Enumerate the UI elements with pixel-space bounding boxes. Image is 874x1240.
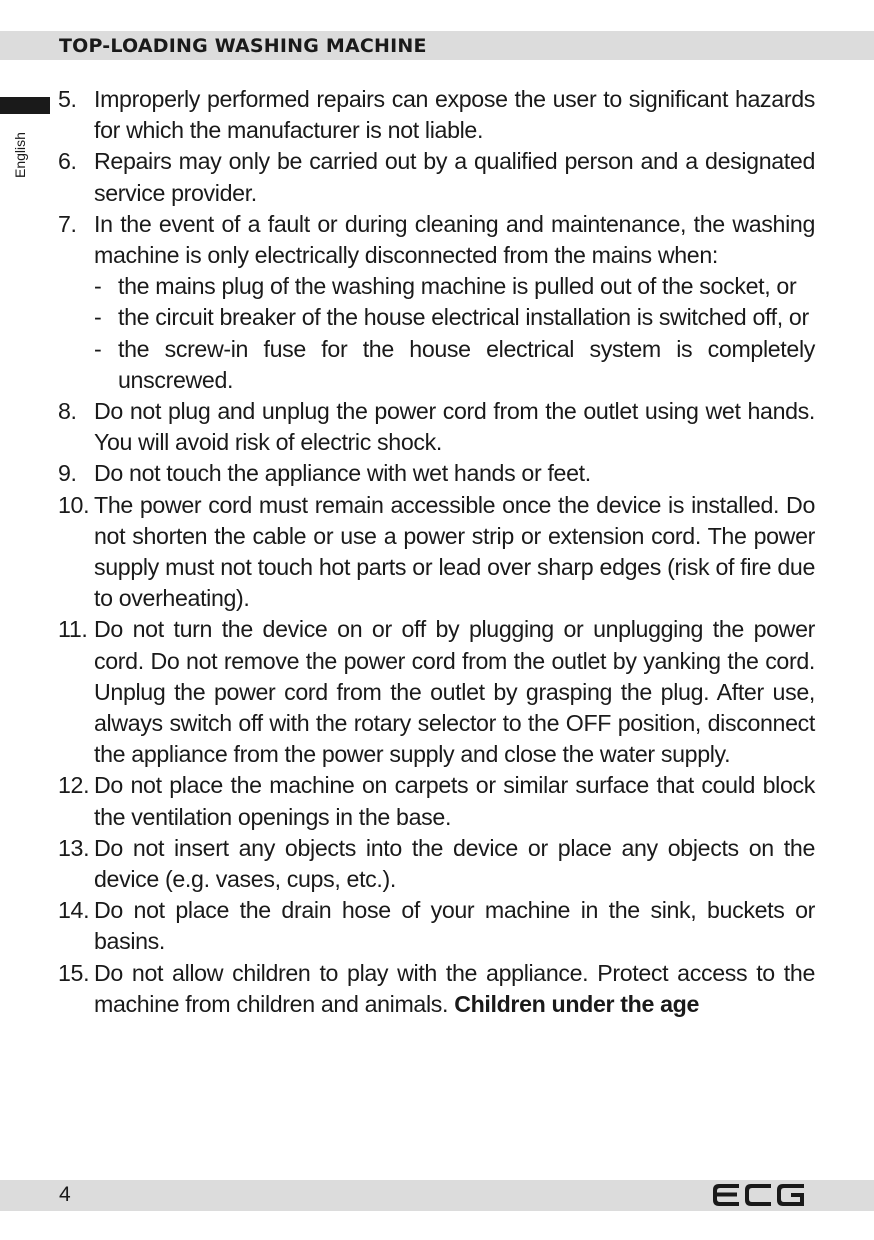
- list-item: [58, 614, 815, 770]
- list-item: [58, 209, 815, 271]
- language-tab-marker: [0, 97, 50, 114]
- item-text: Do not insert any objects into the device or place any objects on the device (e.g. vases, cups, etc.).: [94, 834, 815, 893]
- dash-bullet: -: [94, 273, 102, 300]
- item-text: In the event of a fault or during cleaning and maintenance, the washing machine is only electrically disconnected from the mains when:: [94, 210, 815, 269]
- item-number: 12.: [58, 772, 90, 799]
- list-item: [58, 490, 815, 615]
- list-item: [58, 895, 815, 957]
- item-number: 14.: [58, 897, 90, 924]
- list-item: [58, 770, 815, 832]
- item-text: Do not allow children to play with the appliance. Protect access to the machine from children and animals.: [94, 959, 815, 1017]
- item-number: 6.: [58, 148, 77, 175]
- item-text: Improperly performed repairs can expose the user to significant hazards for which the manufacturer is not liable.: [94, 86, 815, 144]
- item-number: 5.: [58, 86, 77, 112]
- footer-bar: [0, 1180, 874, 1211]
- item-text: Do not turn the device on or off by plugging or unplugging the power cord. Do not remove the power cord from the outlet by yanking the cord. Unplug the power cord from the outlet by grasping the plug. After use, always switch off with the rotary selector to the OFF position, disconnect the appliance from the power supply and close the water supply.: [94, 616, 815, 768]
- list-item: [58, 146, 815, 208]
- item-number: 15.: [58, 959, 90, 986]
- item-number: 11.: [58, 616, 88, 643]
- page-number: 4: [59, 1183, 71, 1206]
- dash-bullet: -: [94, 335, 102, 362]
- list-item: [58, 458, 815, 489]
- header-bar: [0, 31, 874, 60]
- instructions-list: [58, 84, 815, 1020]
- sub-list-item: [94, 271, 815, 302]
- list-item: [58, 833, 815, 895]
- item-text-wrap: [94, 958, 815, 1020]
- ecg-logo: [713, 1184, 805, 1206]
- item-text: The power cord must remain accessible once the device is installed. Do not shorten the cable or use a power strip or extension cord. The power supply must not touch hot parts or lead over sharp edges (risk of fire due to overheating).: [94, 491, 815, 612]
- sub-item-text: the screw-in fuse for the house electrical system is completely unscrewed.: [118, 335, 815, 393]
- item-text-bold: Children under the age: [454, 990, 700, 1017]
- item-number: 9.: [58, 460, 77, 487]
- list-item: [58, 84, 815, 146]
- item-text: Do not plug and unplug the power cord from the outlet using wet hands. You will avoid risk of electric shock.: [94, 398, 815, 456]
- item-number: 8.: [58, 398, 77, 425]
- language-label: English: [12, 132, 28, 178]
- item-text: Do not place the machine on carpets or similar surface that could block the ventilation openings in the base.: [94, 772, 815, 830]
- item-text: Do not place the drain hose of your machine in the sink, buckets or basins.: [94, 897, 815, 955]
- dash-bullet: -: [94, 304, 102, 331]
- sub-list-item: [94, 334, 815, 396]
- list-item: [58, 396, 815, 458]
- sub-item-text: the circuit breaker of the house electrical installation is switched off, or: [118, 304, 809, 331]
- item-number: 13.: [58, 834, 90, 861]
- item-number: 7.: [58, 210, 77, 237]
- item-text: Do not touch the appliance with wet hands or feet.: [94, 460, 591, 487]
- list-item: [58, 958, 815, 1020]
- sub-item-text: the mains plug of the washing machine is pulled out of the socket, or: [118, 273, 797, 300]
- page-title: TOP-LOADING WASHING MACHINE: [59, 35, 427, 57]
- item-text: Repairs may only be carried out by a qualified person and a designated service provider.: [94, 148, 815, 206]
- sub-list-item: [94, 302, 815, 333]
- item-number: 10.: [58, 491, 90, 518]
